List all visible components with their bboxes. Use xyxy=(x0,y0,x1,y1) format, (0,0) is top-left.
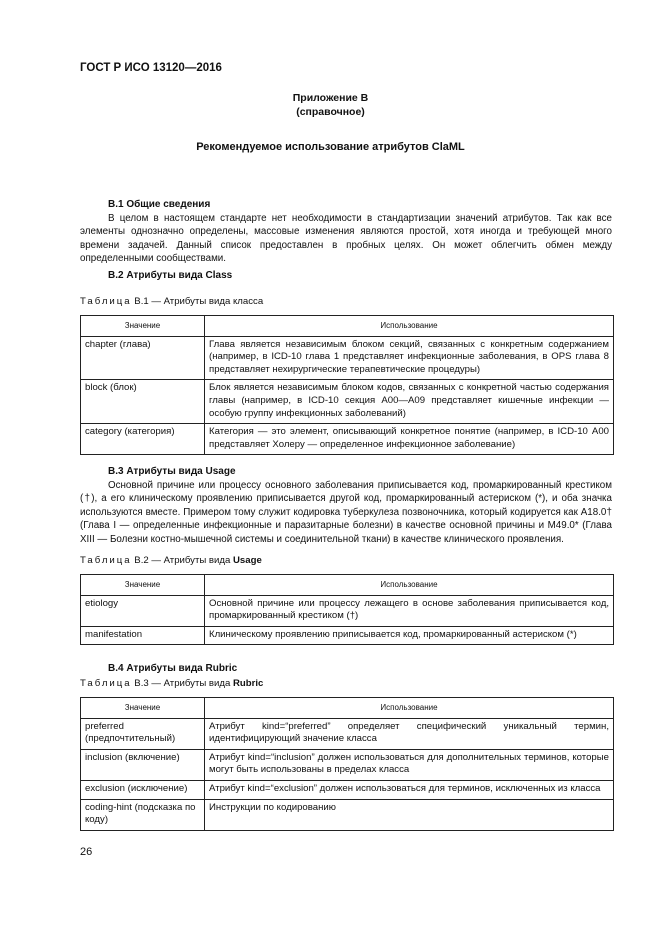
table-cell-value: coding-hint (подсказка по коду) xyxy=(81,799,205,830)
table-cell-value: exclusion (исключение) xyxy=(81,780,205,799)
table-row xyxy=(81,626,614,645)
table-caption-bold: Usage xyxy=(233,555,262,566)
table-caption-b3 xyxy=(80,678,263,689)
table-cell-usage: Атрибут kind=“preferred” определяет специфический уникальный термин, идентифицирующий значение класса xyxy=(205,718,614,749)
section-heading-b2: В.2 Атрибуты вида Class xyxy=(108,270,233,281)
table-cell-usage: Основной причине или процессу лежащего в основе заболевания приписывается код, промаркированный крестиком (†) xyxy=(205,595,614,626)
table-row xyxy=(81,380,614,424)
table-row xyxy=(81,799,614,830)
table-caption-b2 xyxy=(80,555,262,566)
table-row xyxy=(81,718,614,749)
table-caption-label: Таблица xyxy=(80,555,132,566)
table-caption-b1 xyxy=(80,296,263,307)
section-heading-b3: В.3 Атрибуты вида Usage xyxy=(108,466,236,477)
table-caption-text: В.3 — Атрибуты вида xyxy=(134,678,233,689)
main-title: Рекомендуемое использование атрибутов ClaML xyxy=(196,141,465,153)
table-row xyxy=(81,780,614,799)
section-text-b3: Основной причине или процессу основного заболевания приписывается код, промаркированный крестиком (†), а его клиническому проявлению приписывается другой код, промаркированный астериском (*), и оба значка используются вместе. Примером тому служит кодировка туберкулеза позвоночника, который кодируется как А18.0† (Глава I — определенные инфекционные и паразитарные болезни) в качестве основной причины и M49.0* (Глава XIII — Болезни костно-мышечной системы и соединительной ткани) в качестве клинического проявления. xyxy=(80,480,612,545)
table-header-row xyxy=(81,575,614,596)
section-heading-b1: В.1 Общие сведения xyxy=(108,199,211,210)
column-header: Использование xyxy=(205,698,614,719)
table-cell-value: category (категория) xyxy=(81,424,205,455)
appendix-title: Приложение В xyxy=(292,92,369,104)
table-caption-bold: Rubric xyxy=(233,678,264,689)
table-b3 xyxy=(80,697,614,831)
table-caption-label: Таблица xyxy=(80,296,132,307)
appendix-subtitle: (справочное) xyxy=(296,106,365,118)
column-header: Использование xyxy=(205,316,614,337)
table-cell-usage: Клиническому проявлению приписывается код, промаркированный астериском (*) xyxy=(205,626,614,645)
page-number: 26 xyxy=(80,846,93,858)
table-header-row xyxy=(81,698,614,719)
column-header: Использование xyxy=(205,575,614,596)
table-b2 xyxy=(80,574,614,645)
table-cell-usage: Атрибут kind=“inclusion” должен использоваться для дополнительных терминов, которые могут быть использованы в пределах класса xyxy=(205,749,614,780)
table-cell-value: inclusion (включение) xyxy=(81,749,205,780)
section-heading-b4: В.4 Атрибуты вида Rubric xyxy=(108,663,238,674)
table-cell-value: manifestation xyxy=(81,626,205,645)
table-caption-text: В.2 — Атрибуты вида xyxy=(134,555,233,566)
table-b1 xyxy=(80,315,614,455)
table-row xyxy=(81,336,614,380)
document-header: ГОСТ Р ИСО 13120—2016 xyxy=(80,62,222,74)
column-header: Значение xyxy=(81,698,205,719)
table-caption-text: В.1 — Атрибуты вида класса xyxy=(134,296,264,307)
table-row xyxy=(81,749,614,780)
table-cell-value: preferred (предпочтительный) xyxy=(81,718,205,749)
column-header: Значение xyxy=(81,316,205,337)
table-cell-value: etiology xyxy=(81,595,205,626)
table-cell-value: block (блок) xyxy=(81,380,205,424)
table-cell-usage: Блок является независимым блоком кодов, связанных с конкретной частью содержания главы (например, в ICD-10 секция А00—А09 представляет кишечные инфекции — особую группу инфекционных заболеваний) xyxy=(205,380,614,424)
table-cell-usage: Категория — это элемент, описывающий конкретное понятие (например, в ICD-10 А00 представляет Холеру — определенное инфекционное заболевание) xyxy=(205,424,614,455)
table-cell-usage: Атрибут kind=“exclusion” должен использоваться для терминов, исключенных из класса xyxy=(205,780,614,799)
column-header: Значение xyxy=(81,575,205,596)
section-text-b1: В целом в настоящем стандарте нет необходимости в стандартизации значений атрибутов. Так как все элементы однозначно определены, массовые изменения являются простой, хотя иногда и требующей много времени задачей. Данный список предоставлен в пробных целях. Он может облегчить обмен между определенными сообществами. xyxy=(80,213,612,265)
table-cell-usage: Инструкции по кодированию xyxy=(205,799,614,830)
table-header-row xyxy=(81,316,614,337)
appendix-heading xyxy=(0,91,661,119)
table-cell-value: chapter (глава) xyxy=(81,336,205,380)
table-caption-label: Таблица xyxy=(80,678,132,689)
table-row xyxy=(81,595,614,626)
table-cell-usage: Глава является независимым блоком секций, связанных с конкретным содержанием (например, в ICD-10 глава 1 представляет инфекционные заболевания, в OPS глава 8 представляет нехирургические терапевтические процедуры) xyxy=(205,336,614,380)
table-row xyxy=(81,424,614,455)
